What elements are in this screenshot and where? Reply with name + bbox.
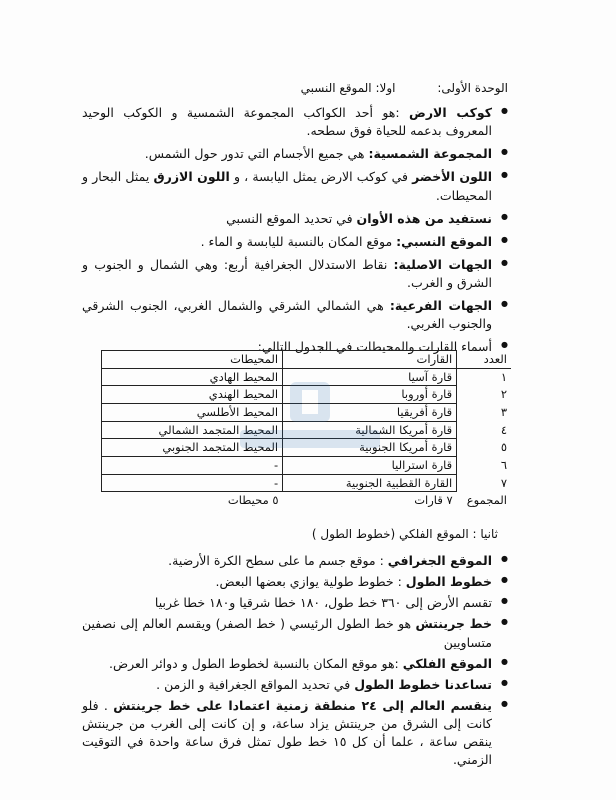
unit-label: الوحدة الأولى: (437, 81, 508, 95)
list-item: ● الموقع الجغرافي : موقع جسم ما على سطح الكرة الأرضية. (82, 552, 492, 570)
list-item: ● الموقع الفلكي :هو موقع المكان بالنسبة لخطوط الطول و دوائر العرض. (82, 655, 492, 673)
list-item: ● الموقع النسبي: موقع المكان بالنسبة لليابسة و الماء . (82, 233, 492, 251)
list-item: ● تقسم الأرض إلى ٣٦٠ خط طول، ١٨٠ خطا شرقيا و١٨٠ خطا غربيا (82, 594, 492, 612)
list-item: ● الجهات الفرعية: هي الشمالي الشرقي والشمال الغربي، الجنوب الشرقي والجنوب الغربي. (82, 297, 492, 333)
section2-bullet-list (82, 552, 508, 772)
list-item: ● اللون الأخضر في كوكب الارض يمثل اليابسة ، و اللون الازرق يمثل البحار و المحيطات. (82, 168, 492, 204)
table-row: ٤ قارة أمريكا الشمالية المحيط المتجمد الشمالي (102, 421, 512, 439)
table-row: ٢ قارة أوروبا المحيط الهندي (102, 386, 512, 404)
section1-bullet-list (82, 104, 508, 362)
table-row: ٧ القارة القطبية الجنوبية - (102, 474, 512, 492)
total-oceans: ٥ محيطات (227, 493, 279, 508)
list-item: ● أسماء القارات والمحيطات في الجدول التالي: (82, 338, 492, 356)
table-header-row (102, 351, 512, 369)
list-item: ● الجهات الاصلية: نقاط الاستدلال الجغرافية أربع: وهي الشمال و الجنوب و الشرق و الغرب. (82, 256, 492, 292)
section1-title: اولا: الموقع النسبي (300, 81, 396, 95)
table-total-row (102, 492, 512, 509)
list-item: ● ينقسم العالم إلى ٢٤ منطقة زمنية اعتمادا على خط جرينتش . فلو كانت إلى الشرق من جرينتش يزاد ساعة، و إن كانت إلى الغرب من جرينتش ينقص ساعة ، علما أن كل ١٥ خط طول تمثل فرق ساعة واحدة في التوقيت الزمني. (82, 697, 492, 770)
list-item: ● المجموعة الشمسية: هي جميع الأجسام التي تدور حول الشمس. (82, 145, 492, 163)
table-row: ٥ قارة أمريكا الجنوبية المحيط المتجمد الجنوبي (102, 439, 512, 457)
header-continents: القارات (283, 351, 457, 369)
list-item: ● خط جرينتش هو خط الطول الرئيسي ( خط الصفر) ويقسم العالم إلى نصفين متساويين (82, 615, 492, 651)
list-item: ● خطوط الطول : خطوط طولية يوازي بعضها البعض. (82, 573, 492, 591)
table-row: ٣ قارة أفريقيا المحيط الأطلسي (102, 404, 512, 422)
continents-oceans-table (101, 350, 511, 509)
section2-title: ثانيا : الموقع الفلكي (خطوط الطول ) (311, 527, 498, 541)
total-continents: ٧ قارات (414, 493, 453, 508)
list-item: ● نستفيد من هذه الأوان في تحديد الموقع النسبي (82, 210, 492, 228)
unit-heading (108, 80, 508, 97)
header-count: العدد (457, 351, 511, 369)
header-oceans: المحيطات (102, 351, 283, 369)
table-row: ٦ قارة استراليا - (102, 457, 512, 475)
total-label: المجموع (466, 493, 507, 508)
table-row: ١ قارة آسيا المحيط الهادي (102, 368, 512, 386)
list-item: ● تساعدنا خطوط الطول في تحديد المواقع الجغرافية و الزمن . (82, 676, 492, 694)
list-item: ● كوكب الارض :هو أحد الكواكب المجموعة الشمسية و الكوكب الوحيد المعروف بدعمه للحياة فوق سطحه. (82, 104, 492, 140)
